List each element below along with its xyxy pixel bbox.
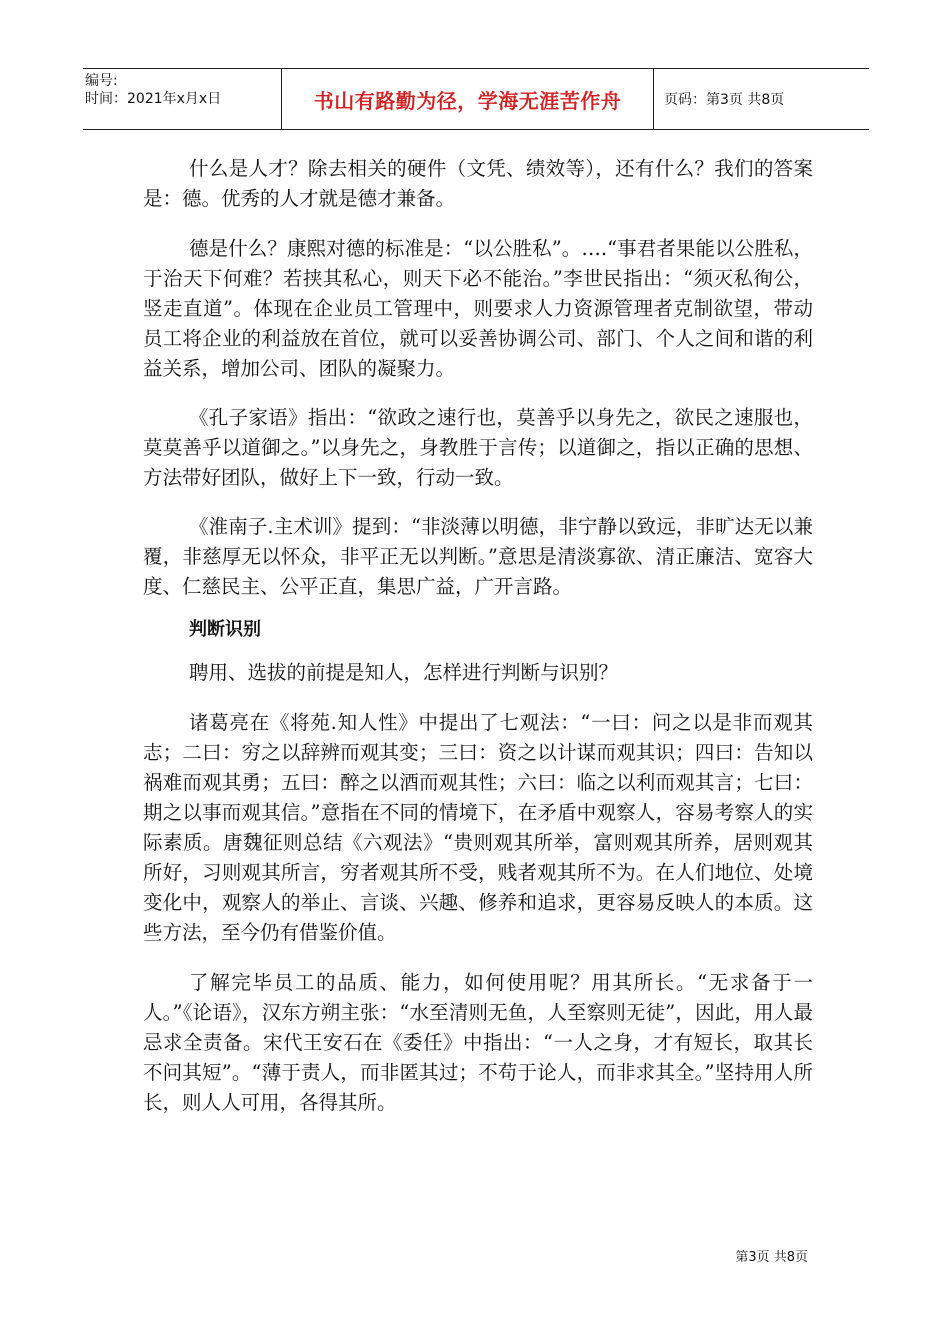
page-header [83,68,869,130]
body-paragraph: 《孔子家语》指出：“欲政之速行也，莫善乎以身先之，欲民之速服也，莫莫善乎以道御之。”以身先之，身教胜于言传；以道御之，指以正确的思想、方法带好团队，做好上下一致，行动一致。 [143,406,813,489]
page-footer: 第3页 共8页 [735,1250,808,1265]
body-paragraph: 《淮南子.主术训》提到：“非淡薄以明德，非宁静以致远，非旷达无以兼覆，非慈厚无以怀众，非平正无以判断。”意思是清淡寡欲、清正廉洁、宽容大度、仁慈民主、公平正直，集思广益，广开言路。 [143,515,813,598]
header-meta [83,69,282,129]
body-paragraph: 诸葛亮在《将苑.知人性》中提出了七观法：“一曰：问之以是非而观其志；二曰：穷之以辞辨而观其变；三曰：资之以计谋而观其识；四曰：告知以祸难而观其勇；五曰：醉之以酒而观其性；六曰：临之以利而观其言；七曰：期之以事而观其信。”意指在不同的情境下，在矛盾中观察人，容易考察人的实际素质。唐魏征则总结《六观法》“贵则观其所举，富则观其所养，居则观其所好，习则观其所言，穷者观其所不受，贱者观其所不为。在人们地位、处境变化中，观察人的举止、言谈、兴趣、修养和追求，更容易反映人的本质。这些方法，至今仍有借鉴价值。 [143,711,813,944]
body-paragraph: 德是什么？康熙对德的标准是：“以公胜私”。….“事君者果能以公胜私，于治天下何难？若挟其私心，则天下必不能治。”李世民指出：“须灭私徇公，竖走直道”。体现在企业员工管理中，则要求人力资源管理者克制欲望，带动员工将企业的利益放在首位，就可以妥善协调公司、部门、个人之间和谐的利益关系，增加公司、团队的凝聚力。 [143,237,813,380]
document-body [143,154,813,1118]
body-paragraph: 什么是人才？除去相关的硬件（文凭、绩效等），还有什么？我们的答案是：德。优秀的人才就是德才兼备。 [143,157,813,210]
header-page-info: 页码：第3页 共8页 [664,92,785,108]
header-motto: 书山有路勤为径，学海无涯苦作舟 [282,69,654,129]
document-date: 时间：2021年x月x日 [85,91,222,107]
body-paragraph: 聘用、选拔的前提是知人，怎样进行判断与识别？ [189,661,619,684]
body-paragraph: 了解完毕员工的品质、能力，如何使用呢？用其所长。“无求备于一人。”《论语》，汉东方朔主张：“水至清则无鱼，人至察则无徒”，因此，用人最忌求全责备。宋代王安石在《委任》中指出：“一人之身，才有短长，取其长不问其短”。“薄于责人，而非匿其过；不苟于论人，而非求其全。”坚持用人所长，则人人可用，各得其所。 [143,971,813,1114]
section-heading: 判断识别 [189,619,261,640]
document-number-label: 编号: [85,73,118,89]
